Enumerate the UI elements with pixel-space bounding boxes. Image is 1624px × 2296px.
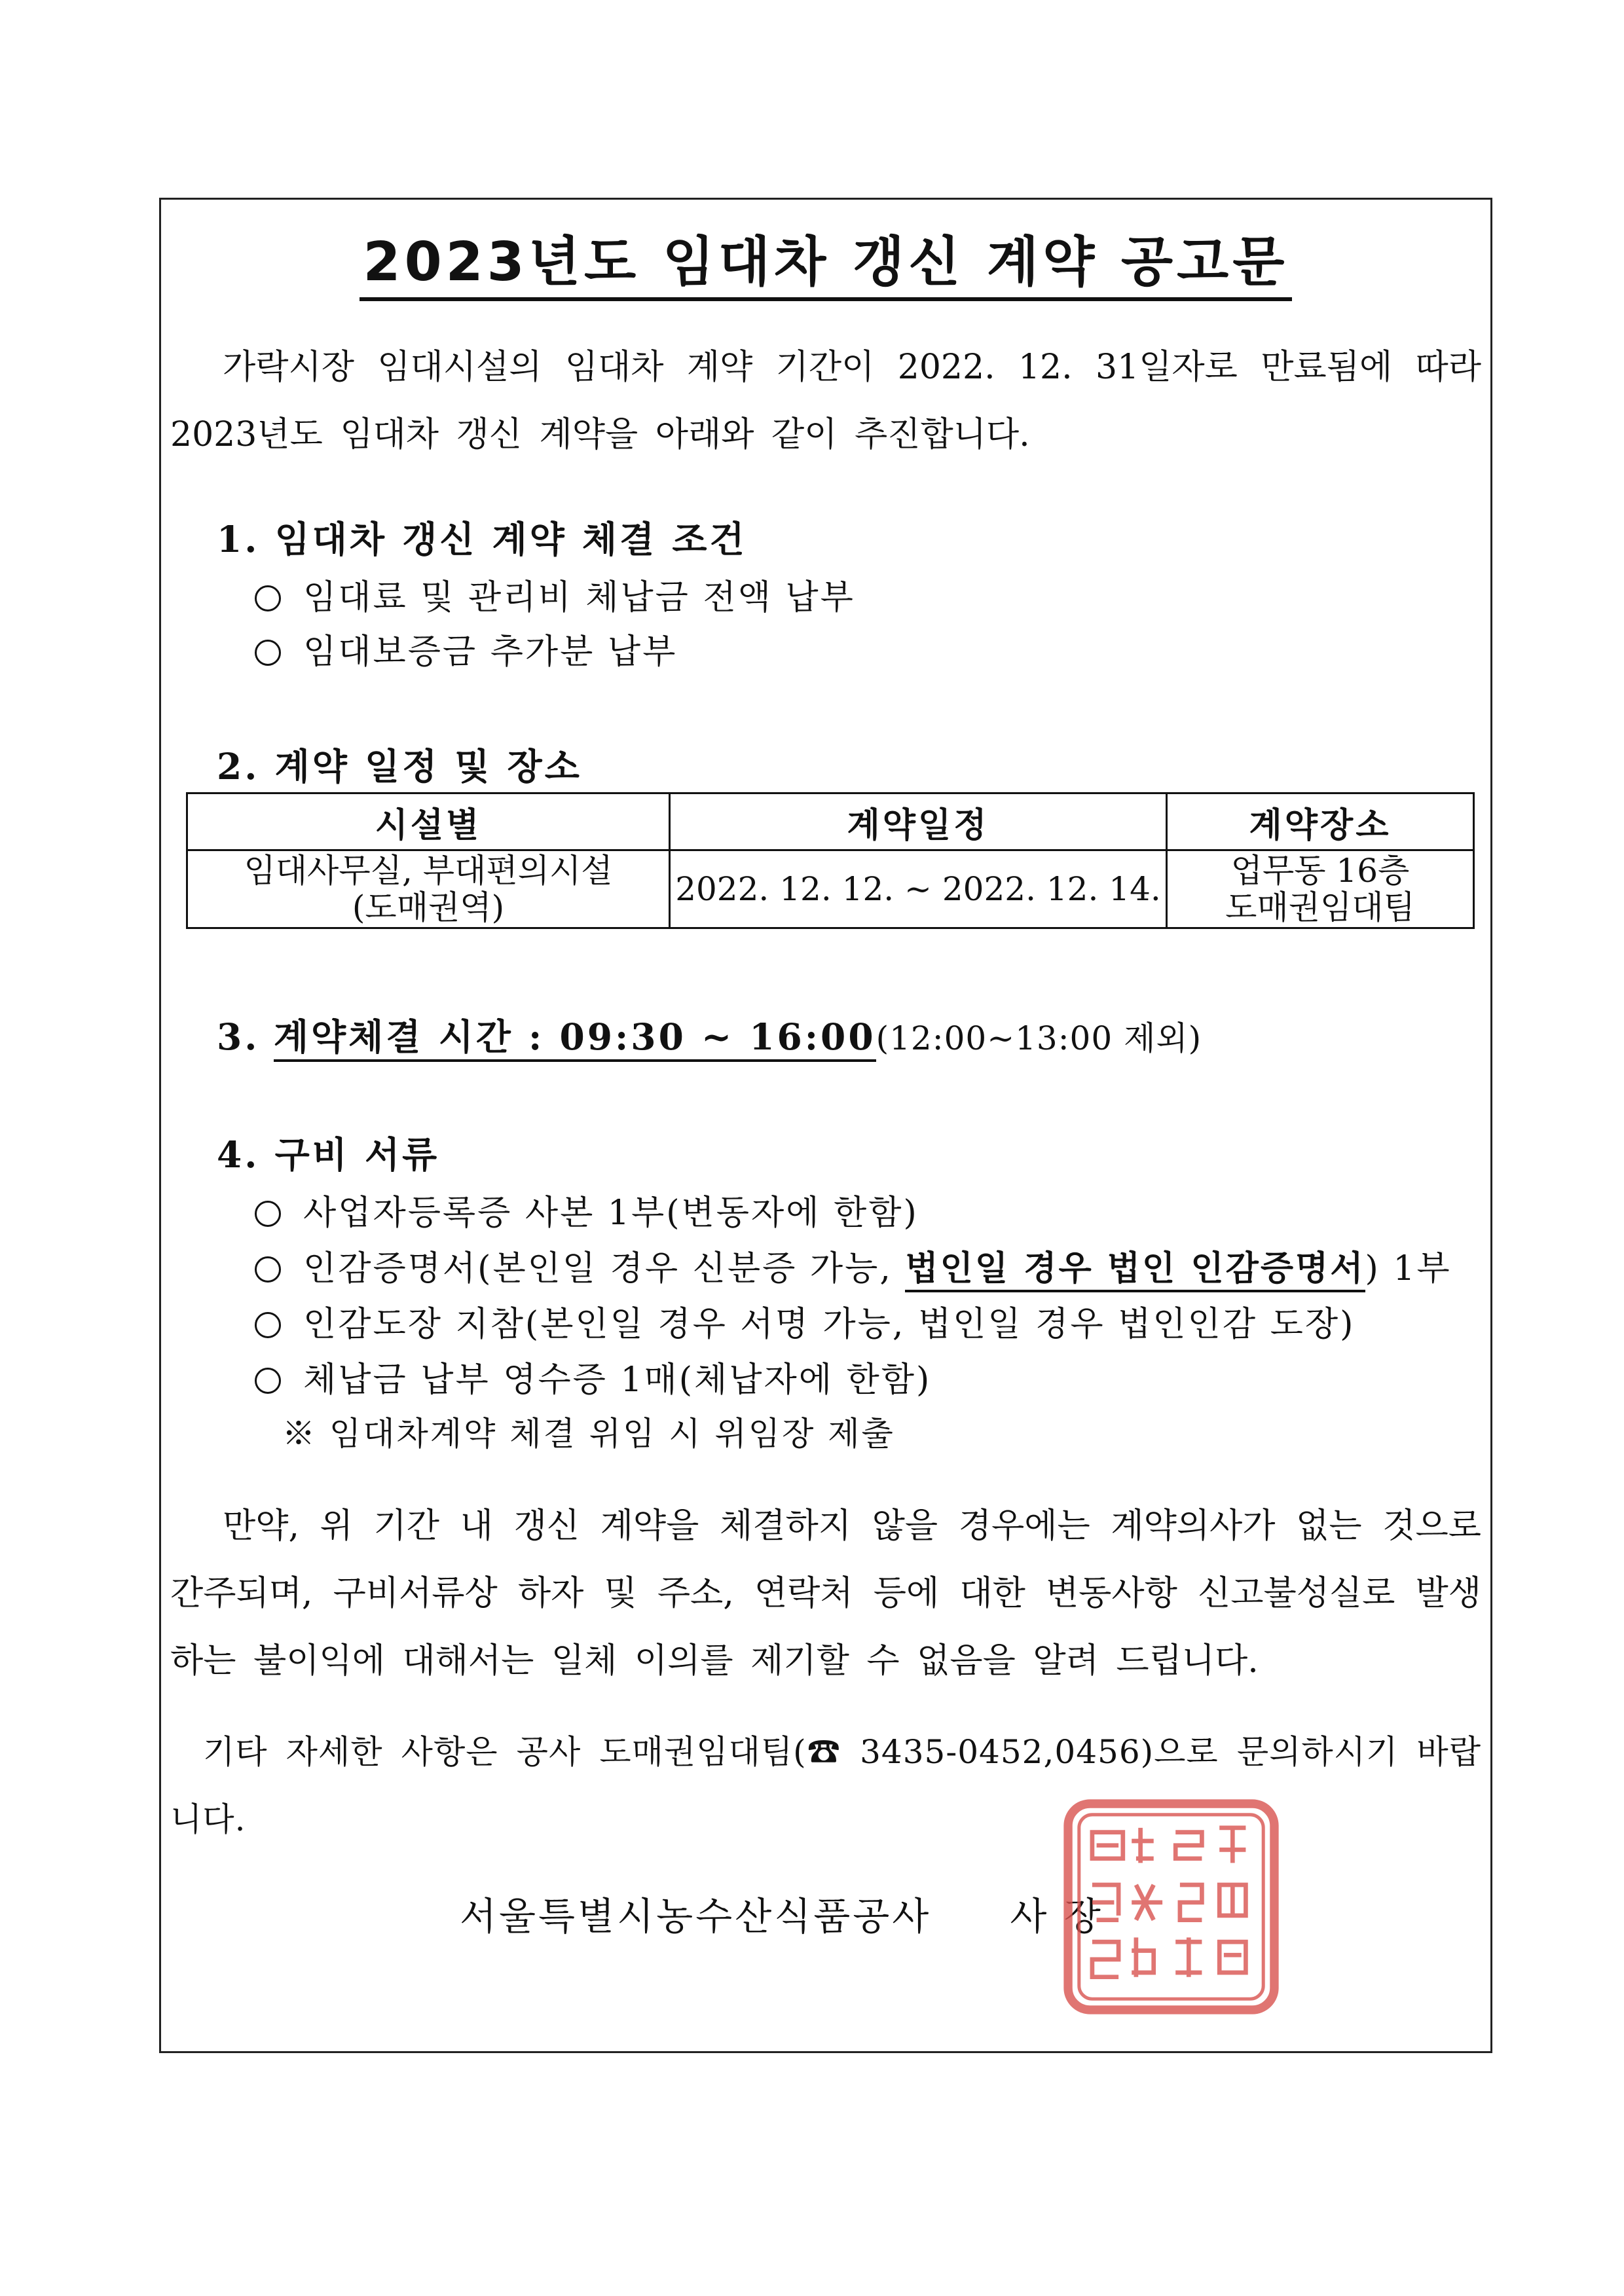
section-2-heading: 2. 계약 일정 및 장소 xyxy=(217,745,582,788)
warning-paragraph: 만약, 위 기간 내 갱신 계약을 체결하지 않을 경우에는 계약의사가 없는 것으로 간주되며, 구비서류상 하자 및 주소, 연락처 등에 대한 변동사항 신고불성실로 발생하는 불이익에 대해서는 일체 이의를 제기할 수 없음을 알려 드립니다. xyxy=(170,1506,1481,1681)
header-facility: 시설별 xyxy=(187,793,670,850)
circle-bullet-icon xyxy=(255,640,281,666)
signer-org: 서울특별시농수산식품공사 xyxy=(460,1894,932,1939)
circle-bullet-icon xyxy=(255,1201,281,1227)
seal-glyph xyxy=(1092,1942,1118,1977)
signer-title: 사 장 xyxy=(1010,1894,1103,1939)
table-header-row xyxy=(187,793,1474,850)
seal-glyph xyxy=(1132,1828,1154,1863)
seal-glyph xyxy=(1180,1885,1202,1920)
intro-paragraph: 가락시장 임대시설의 임대차 계약 기간이 2022. 12. 31일자로 만료됨에 따라 2023년도 임대차 갱신 계약을 아래와 같이 추진합니다. xyxy=(170,348,1481,454)
section-4-heading: 4. 구비 서류 xyxy=(217,1133,440,1176)
header-schedule: 계약일정 xyxy=(670,793,1167,850)
seal-glyph xyxy=(1219,1885,1246,1916)
seal-glyph xyxy=(1219,1828,1246,1863)
document-item-2: 인감증명서(본인일 경우 신분증 가능, 법인일 경우 법인 인감증명서) 1부 xyxy=(255,1241,1452,1290)
schedule-table xyxy=(186,792,1475,929)
circle-bullet-icon xyxy=(255,1256,281,1283)
condition-item-1: 임대료 및 관리비 체납금 전액 납부 xyxy=(255,570,855,619)
document-title: 2023년도 임대차 갱신 계약 공고문 xyxy=(161,219,1490,296)
contact-line: 기타 자세한 사항은 공사 도매권임대팀(☎ 3435-0452,0456)으로 문의하시기 바랍니다. xyxy=(170,1733,1481,1838)
circle-bullet-icon xyxy=(255,1368,281,1394)
document-item-4: 체납금 납부 영수증 1매(체납자에 한함) xyxy=(255,1352,931,1401)
notice-frame xyxy=(159,198,1492,2053)
seal-glyph xyxy=(1132,1885,1162,1920)
seal-glyphs xyxy=(1092,1828,1246,1977)
official-seal xyxy=(1061,1797,1281,2016)
document-item-3: 인감도장 지참(본인일 경우 서명 가능, 법인일 경우 법인인감 도장) xyxy=(255,1296,1355,1345)
cell-schedule: 2022. 12. 12. ~ 2022. 12. 14. xyxy=(670,850,1167,928)
signer-block xyxy=(460,1886,1103,1941)
header-place: 계약장소 xyxy=(1167,793,1474,850)
delegation-note: ※ 임대차계약 체결 위임 시 위임장 제출 xyxy=(282,1415,895,1453)
contract-time-label: 계약체결 시간 : 09:30 ~ 16:00 xyxy=(274,1015,876,1062)
seal-glyph xyxy=(1092,1885,1118,1920)
circle-bullet-icon xyxy=(255,585,281,611)
seal-glyph xyxy=(1175,1832,1202,1859)
cell-place: 업무동 16층 도매권임대팀 xyxy=(1167,850,1474,928)
seal-glyph xyxy=(1219,1942,1246,1973)
cell-facility: 임대사무실, 부대편의시설 (도매권역) xyxy=(187,850,670,928)
table-row xyxy=(187,850,1474,928)
seal-glyph xyxy=(1132,1937,1154,1977)
seal-glyph xyxy=(1092,1832,1123,1859)
section-1-heading: 1. 임대차 갱신 계약 체결 조건 xyxy=(217,518,747,560)
condition-item-2: 임대보증금 추가분 납부 xyxy=(255,624,677,673)
seal-glyph xyxy=(1175,1937,1202,1977)
circle-bullet-icon xyxy=(255,1312,281,1338)
document-item-1: 사업자등록증 사본 1부(변동자에 한함) xyxy=(255,1185,919,1234)
section-3-heading: 3. 계약체결 시간 : 09:30 ~ 16:00(12:00~13:00 제외) xyxy=(217,1008,1202,1060)
